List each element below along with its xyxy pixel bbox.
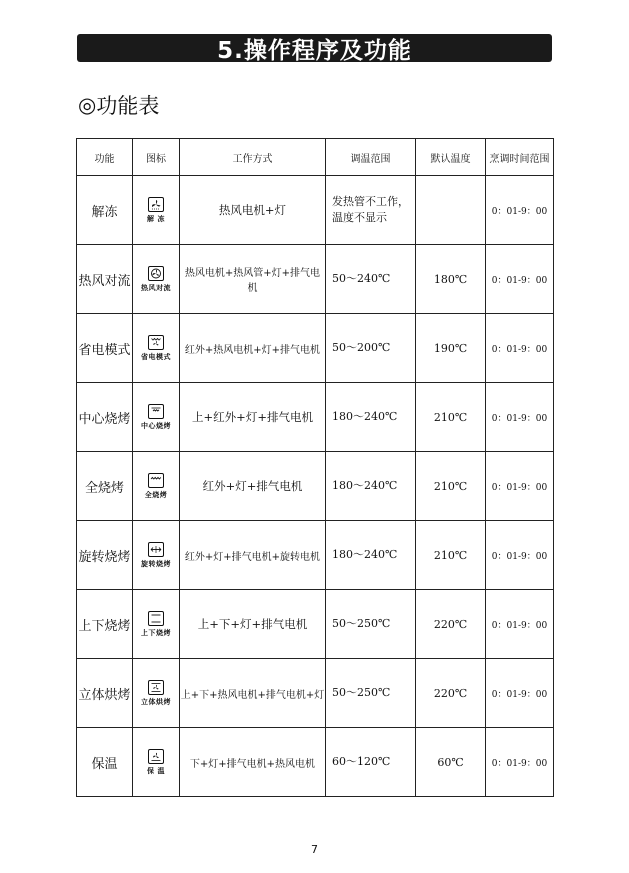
time-range-cell: 0：01-9：00 xyxy=(486,728,554,797)
mode-cell: 下+灯+排气电机+热风电机 xyxy=(180,728,326,797)
temp-range-cell: 50～250℃ xyxy=(326,590,416,659)
header-mode: 工作方式 xyxy=(180,139,326,176)
time-range-cell: 0：01-9：00 xyxy=(486,452,554,521)
temp-range-cell: 60～120℃ xyxy=(326,728,416,797)
temp-range-cell: 180～240℃ xyxy=(326,383,416,452)
icon-label: 保 温 xyxy=(147,766,165,775)
default-temp-cell: 210℃ xyxy=(416,521,486,590)
page-number: 7 xyxy=(311,843,318,856)
temp-range-cell: 50～240℃ xyxy=(326,245,416,314)
icon-label: 上下烧烤 xyxy=(141,628,171,637)
time-range-cell: 0：01-9：00 xyxy=(486,314,554,383)
icon-cell xyxy=(133,659,180,728)
section-mark: ◎ xyxy=(78,93,97,117)
icon-label: 热风对流 xyxy=(141,283,171,292)
full-grill-icon xyxy=(148,473,164,488)
mode-cell: 上+红外+灯+排气电机 xyxy=(180,383,326,452)
function-cell: 热风对流 xyxy=(77,245,133,314)
temp-range-cell: 180～240℃ xyxy=(326,521,416,590)
function-cell: 中心烧烤 xyxy=(77,383,133,452)
header-function: 功能 xyxy=(77,139,133,176)
function-cell: 省电模式 xyxy=(77,314,133,383)
mode-cell: 红外+热风电机+灯+排气电机 xyxy=(180,314,326,383)
rotisserie-icon xyxy=(148,542,164,557)
function-cell: 上下烧烤 xyxy=(77,590,133,659)
mode-cell: 热风电机+热风管+灯+排气电机 xyxy=(180,245,326,314)
fan-bottom-icon xyxy=(148,749,164,764)
icon-cell xyxy=(133,383,180,452)
page-title-bar xyxy=(77,34,552,62)
function-cell: 全烧烤 xyxy=(77,452,133,521)
default-temp-cell: 60℃ xyxy=(416,728,486,797)
mode-cell: 上+下+灯+排气电机 xyxy=(180,590,326,659)
default-temp-cell: 220℃ xyxy=(416,659,486,728)
time-range-cell: 0：01-9：00 xyxy=(486,383,554,452)
page-title: 5.操作程序及功能 xyxy=(217,37,412,64)
section-title: 功能表 xyxy=(96,94,160,118)
fan-icon xyxy=(148,197,164,212)
mode-cell: 上+下+热风电机+排气电机+灯 xyxy=(180,659,326,728)
icon-label: 省电模式 xyxy=(141,352,171,361)
icon-cell xyxy=(133,452,180,521)
time-range-cell: 0：01-9：00 xyxy=(486,590,554,659)
table-row xyxy=(77,314,554,383)
table-row xyxy=(77,176,554,245)
temp-range-cell: 50～200℃ xyxy=(326,314,416,383)
table-row xyxy=(77,452,554,521)
default-temp-cell: 210℃ xyxy=(416,452,486,521)
header-icon: 图标 xyxy=(133,139,180,176)
default-temp-cell: 190℃ xyxy=(416,314,486,383)
default-temp-cell: 210℃ xyxy=(416,383,486,452)
time-range-cell: 0：01-9：00 xyxy=(486,521,554,590)
table-header-row xyxy=(77,139,554,176)
center-grill-icon xyxy=(148,404,164,419)
function-cell: 立体烘烤 xyxy=(77,659,133,728)
header-default-temp: 默认温度 xyxy=(416,139,486,176)
icon-cell xyxy=(133,245,180,314)
time-range-cell: 0：01-9：00 xyxy=(486,659,554,728)
temp-range-cell: 180～240℃ xyxy=(326,452,416,521)
mode-cell: 热风电机+灯 xyxy=(180,176,326,245)
header-time-range: 烹调时间范围 xyxy=(486,139,554,176)
default-temp-cell xyxy=(416,176,486,245)
icon-label: 解 冻 xyxy=(147,214,165,223)
icon-cell xyxy=(133,176,180,245)
table-row xyxy=(77,659,554,728)
temp-range-cell: 50～250℃ xyxy=(326,659,416,728)
table-row xyxy=(77,590,554,659)
function-table xyxy=(76,138,554,797)
fan-top-bottom-icon xyxy=(148,680,164,695)
mode-cell: 红外+灯+排气电机 xyxy=(180,452,326,521)
time-range-cell: 0：01-9：00 xyxy=(486,176,554,245)
icon-label: 全烧烤 xyxy=(144,490,168,499)
header-temp-range: 调温范围 xyxy=(326,139,416,176)
icon-cell xyxy=(133,590,180,659)
time-range-cell: 0：01-9：00 xyxy=(486,245,554,314)
default-temp-cell: 220℃ xyxy=(416,590,486,659)
icon-label: 立体烘烤 xyxy=(141,697,171,706)
table-row xyxy=(77,383,554,452)
table-row xyxy=(77,521,554,590)
icon-cell xyxy=(133,314,180,383)
section-heading xyxy=(78,90,159,120)
icon-label: 中心烧烤 xyxy=(141,421,171,430)
icon-cell xyxy=(133,728,180,797)
function-cell: 解冻 xyxy=(77,176,133,245)
fan-heater-icon xyxy=(148,335,164,350)
fan-circle-icon xyxy=(148,266,164,281)
default-temp-cell: 180℃ xyxy=(416,245,486,314)
table-row xyxy=(77,245,554,314)
temp-range-cell: 发热管不工作，温度不显示 xyxy=(326,176,416,245)
function-cell: 保温 xyxy=(77,728,133,797)
icon-cell xyxy=(133,521,180,590)
mode-cell: 红外+灯+排气电机+旋转电机 xyxy=(180,521,326,590)
function-cell: 旋转烧烤 xyxy=(77,521,133,590)
icon-label: 旋转烧烤 xyxy=(141,559,171,568)
top-bottom-heat-icon xyxy=(148,611,164,626)
table-row xyxy=(77,728,554,797)
